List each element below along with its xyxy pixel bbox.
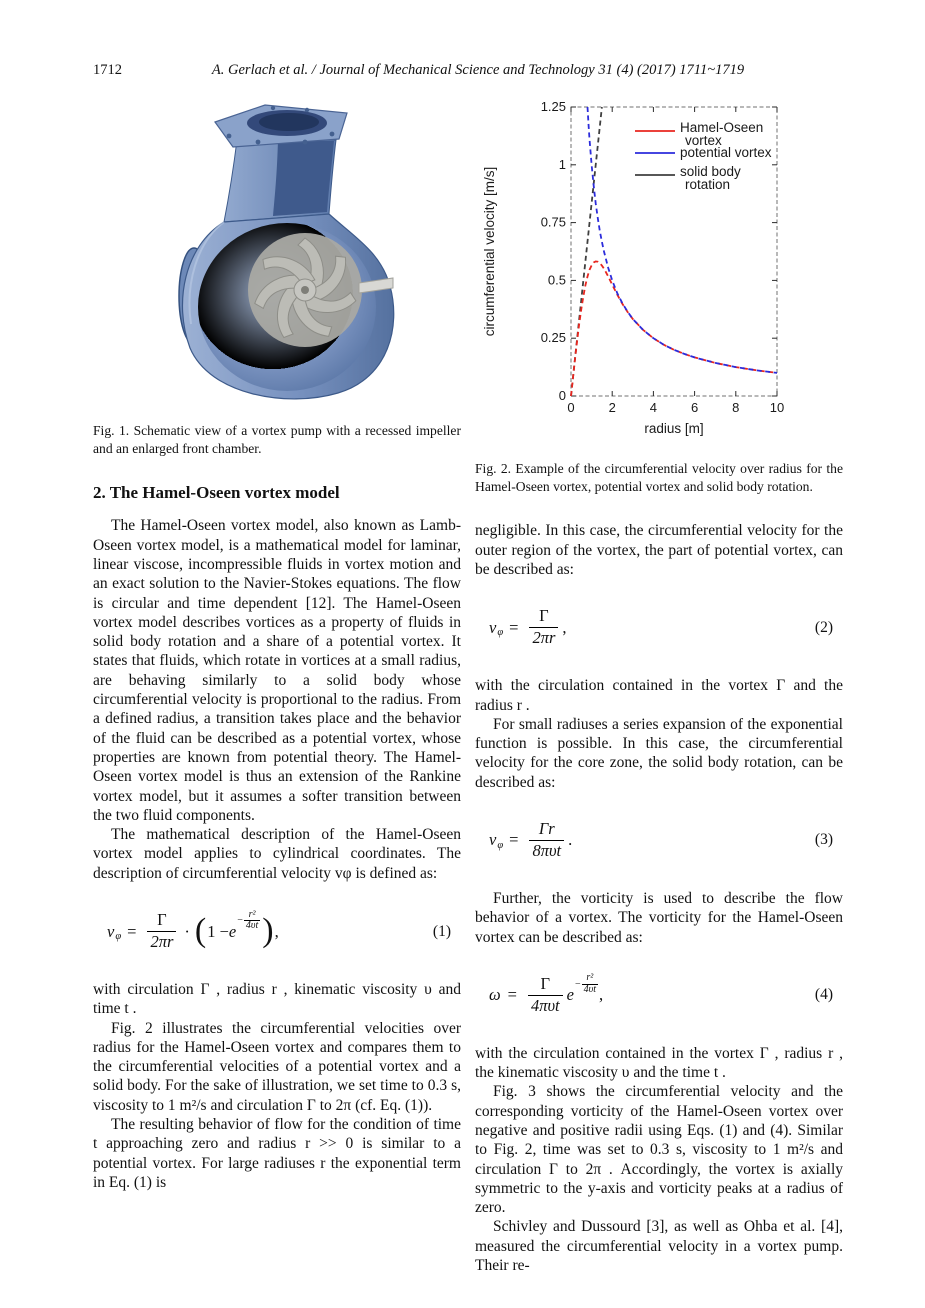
equation-4-number: (4) — [814, 986, 833, 1004]
equation-1-expression: v φ = $\frac{\Gamma}{2\pi r}$ · ( 1 − e − $\frac{\text{r²}}{4\upsilon t}$ ) , — [107, 908, 279, 952]
equation-1-number: (1) — [432, 922, 451, 940]
equation-4-expression: ω = $\frac{\Gamma}{\text{4πυt}}$ e − $\frac{\text{r²}}{4\upsilon t}$ , — [489, 972, 604, 1015]
svg-text:6: 6 — [690, 400, 699, 415]
svg-text:0.5: 0.5 — [547, 272, 566, 288]
equation-3-expression: v φ = $\frac{\Gamma r}{\text{8πυt}}$ . — [489, 819, 573, 860]
paragraph-left-5: The resulting behavior of flow for the condition of time t approaching zero and radius r >> 0 is similar to a potential vortex. For large radiuses r the exponential term in Eq. (1) is — [93, 1116, 461, 1191]
paragraph-right-7: Schivley and Dussourd [3], as well as Ohba et al. [4], measured the circumferential velocity in a vortex pump. Their re- — [475, 1218, 843, 1275]
velocity-chart — [478, 94, 840, 442]
svg-text:2: 2 — [608, 400, 616, 415]
running-head: A. Gerlach et al. / Journal of Mechanical Science and Technology 31 (4) (2017) 1711~1719 — [211, 62, 745, 78]
svg-text:0: 0 — [558, 388, 566, 403]
fraction: $\frac{\Gamma}{2\pi r}$ — [147, 911, 176, 952]
left-column — [93, 94, 461, 1275]
right-column — [475, 94, 843, 1275]
svg-text:8: 8 — [732, 400, 740, 415]
svg-text:1.25: 1.25 — [540, 99, 566, 114]
page-header — [93, 62, 843, 79]
exponent: − $\frac{\text{r²}}{4\upsilon t}$ — [237, 908, 259, 932]
paragraph-right-6: Fig. 3 shows the circumferential velocity and the corresponding vorticity of the Hamel-Oseen vortex over negative and positive radii using Eqs. (1) and (4). Similar to Fig. 2, time was set to 0.3 s, viscosity to 1 m²/s and circulation Γ to 2π . Accordingly, the vortex is axially symmetric to the y-axis and vorticity peaks at a radius of zero. — [475, 1083, 843, 1217]
paragraph-right-5: with the circulation contained in the vortex Γ , radius r , the kinematic viscosity υ and the time t . — [475, 1044, 843, 1082]
two-column-layout — [93, 94, 843, 1275]
paragraph-left-1: The Hamel-Oseen vortex model, also known as Lamb-Oseen vortex model, is a mathematical model for laminar, linear viscose, incompressible fluids in vortex motion and an exact solution to the Navier-Stokes equations. The flow is circular and time dependent [12]. The Hamel-Oseen vortex model describes vortices as a property of fluids in solid body rotation and a share of a potential vortex. It states that fluids, which rotate in vortices at a small radius, are behaving similarly to a solid body whose circumferential velocity is proportional to the radius. From a defined radius, a transition takes place and the behavior of the fluid can be described as a potential vortex, whose properties are known from potential theory. The Hamel-Oseen vortex model is thus an extension of the Rankine vortex model, but it assumes a softer transition between the two fluid components. — [93, 517, 461, 824]
fraction: $\frac{\Gamma r}{\text{8πυt}}$ — [529, 820, 564, 861]
equation-3 — [489, 820, 843, 861]
svg-text:circumferential velocity [m/s]: circumferential velocity [m/s] — [482, 166, 497, 337]
paragraph-right-4: Further, the vorticity is used to describe the flow behavior of a vortex. The vorticity for the Hamel-Oseen vortex can be described as: — [475, 889, 843, 946]
paragraph-left-3: with circulation Γ , radius r , kinematic viscosity υ and time t . — [93, 980, 461, 1018]
equation-3-number: (3) — [814, 831, 833, 849]
svg-text:1: 1 — [558, 156, 566, 172]
figure-2-caption: Fig. 2. Example of the circumferential velocity over radius for the Hamel-Oseen vortex, potential vortex and solid body rotation. — [475, 461, 843, 495]
page-number: 1712 — [93, 62, 122, 78]
pump-discharge-neck — [224, 140, 336, 222]
equation-4 — [489, 972, 843, 1016]
svg-text:Hamel-Oseen: Hamel-Oseen — [680, 120, 764, 135]
pump-impeller — [248, 233, 362, 347]
svg-text:rotation: rotation — [685, 177, 731, 192]
section-heading: 2. The Hamel-Oseen vortex model — [93, 483, 340, 503]
svg-text:solid body: solid body — [680, 164, 741, 179]
fraction: $\frac{\Gamma}{\text{4πυt}}$ — [528, 975, 563, 1016]
equation-2-number: (2) — [814, 618, 833, 636]
paragraph-left-2: The mathematical description of the Hamel-Oseen vortex model applies to cylindrical coordinates. The description of circumferential velocity vφ is defined as: — [93, 826, 461, 882]
paragraph-left-4: Fig. 2 illustrates the circumferential velocities over radius for the Hamel-Oseen vortex and compares them to the circumferential velocities of a potential vortex and a solid body. For the sake of illustration, we set time to 0.3 s, viscosity to 1 m²/s and circulation Γ to 2π (cf. Eq. (1)). — [93, 1019, 461, 1114]
paragraph-right-2: with the circulation contained in the vortex Γ and the radius r . — [475, 677, 843, 714]
figure-1 — [93, 94, 461, 409]
svg-text:0: 0 — [567, 400, 575, 415]
paragraph-right-3: For small radiuses a series expansion of the exponential function is possible. In this case, the circumferential velocity for the core zone, the solid body rotation, can be described as: — [475, 715, 843, 791]
figure-1-caption: Fig. 1. Schematic view of a vortex pump with a recessed impeller and an enlarged front chamber. — [93, 423, 461, 457]
equation-2-expression: v φ = $\frac{\Gamma}{2\pi r}$ , — [489, 606, 567, 648]
pump-illustration — [137, 94, 417, 404]
svg-text:0.25: 0.25 — [540, 330, 566, 346]
equation-1 — [107, 908, 461, 952]
svg-text:0.75: 0.75 — [540, 214, 566, 230]
svg-text:radius [m]: radius [m] — [644, 421, 704, 436]
svg-text:potential vortex: potential vortex — [680, 145, 772, 160]
exponent: − $\frac{\text{r²}}{4\upsilon t}$ — [574, 972, 596, 995]
svg-text:4: 4 — [649, 400, 658, 415]
figure-2 — [475, 94, 843, 447]
paragraph-right-1: negligible. In this case, the circumferential velocity for the outer region of the vortex, the part of potential vortex, can be described as: — [475, 522, 843, 578]
svg-text:10: 10 — [769, 400, 785, 415]
fraction: $\frac{\Gamma}{2\pi r}$ — [529, 607, 558, 648]
svg-text:vortex: vortex — [685, 133, 722, 148]
equation-2 — [489, 607, 843, 648]
